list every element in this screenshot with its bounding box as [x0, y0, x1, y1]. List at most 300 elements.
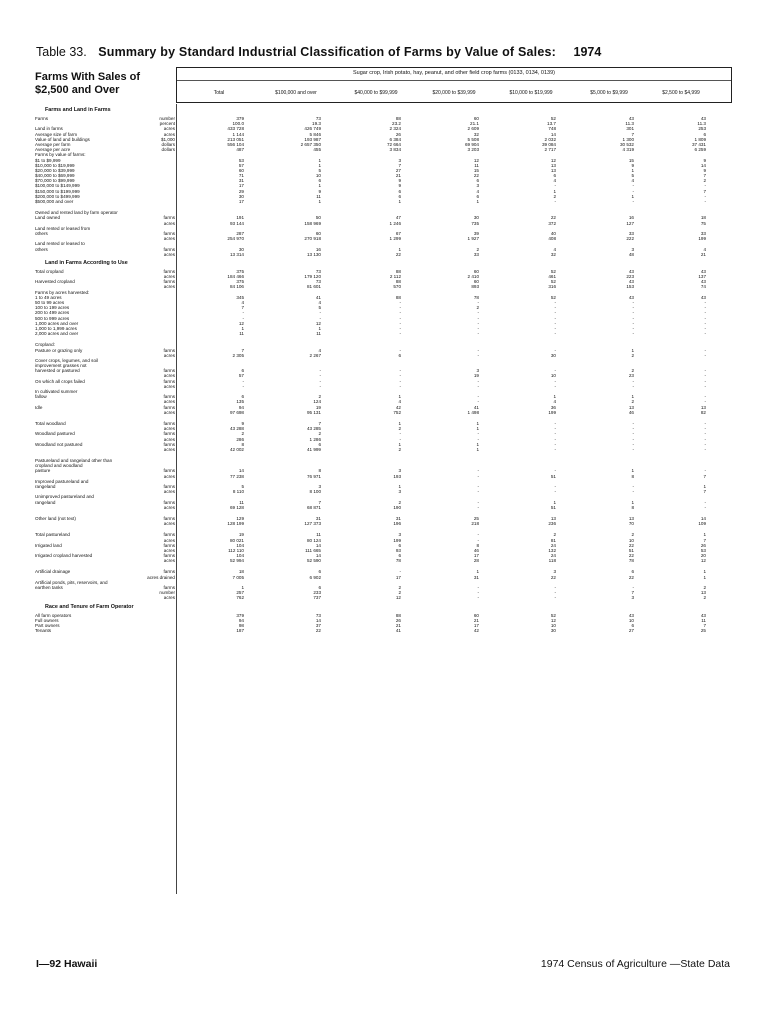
table-cell: 286: [236, 436, 244, 442]
table-cell: 6: [553, 173, 556, 179]
row-label: Land in farms: [35, 126, 63, 132]
table-cell: 4: [553, 246, 556, 252]
row-label: Artificial drainage: [35, 569, 71, 575]
table-cell: 80 124: [306, 537, 321, 543]
table-cell: 3: [398, 157, 401, 163]
column-headers: [177, 90, 731, 100]
table-cell: -: [399, 436, 401, 442]
table-cell: 2 609: [467, 126, 479, 132]
table-cell: 32: [473, 131, 479, 137]
table-cell: 2: [476, 305, 479, 311]
table-cell: 43 285: [306, 426, 321, 432]
table-cell: 2: [553, 532, 556, 538]
table-cell: 13: [628, 515, 634, 521]
row-unit: percent: [159, 121, 175, 127]
table-cell: 78: [628, 558, 634, 564]
table-cell: 253: [698, 126, 706, 132]
table-cell: 57: [238, 373, 244, 379]
row-unit: farms: [163, 246, 175, 252]
table-cell: 12: [700, 558, 706, 564]
table-cell: -: [632, 325, 634, 331]
table-cell: 375: [236, 268, 244, 274]
table-cell: 3 834: [389, 147, 401, 153]
table-cell: -: [704, 347, 706, 353]
table-cell: 1 809: [694, 136, 706, 142]
table-cell: -: [477, 347, 479, 353]
table-cell: 1: [631, 167, 634, 173]
row-label: On which all crops failed: [35, 378, 85, 384]
table-cell: -: [477, 537, 479, 543]
table-cell: 10: [550, 373, 556, 379]
table-cell: 3: [398, 532, 401, 538]
table-cell: 257: [236, 590, 244, 596]
row-unit: acres: [163, 537, 175, 543]
table-cell: 1 299: [389, 236, 401, 242]
table-cell: 39 084: [541, 141, 556, 147]
table-cell: 1: [476, 420, 479, 426]
table-body: [35, 104, 731, 894]
table-cell: 6: [318, 178, 321, 184]
table-cell: 1: [631, 468, 634, 474]
table-cell: 14: [315, 553, 321, 559]
table-cell: 25: [700, 628, 706, 634]
row-label: $40,000 to $69,999: [35, 173, 75, 179]
table-cell: 3: [398, 489, 401, 495]
table-cell: 20: [700, 553, 706, 559]
row-label: Irrigated land: [35, 542, 62, 548]
table-cell: 158 969: [304, 220, 321, 226]
table-cell: 30: [550, 628, 556, 634]
table-cell: 51: [550, 504, 556, 510]
table-cell: -: [704, 310, 706, 316]
table-cell: -: [477, 331, 479, 337]
table-cell: 52 994: [229, 558, 244, 564]
table-cell: 7: [703, 489, 706, 495]
table-cell: 80 021: [229, 537, 244, 543]
table-cell: -: [704, 331, 706, 337]
table-cell: -: [554, 590, 556, 596]
table-cell: 69 904: [464, 141, 479, 147]
table-cell: 22: [395, 251, 401, 257]
table-cell: -: [554, 468, 556, 474]
table-cell: 2: [398, 499, 401, 505]
row-label: harvested or pastured: [35, 368, 80, 374]
table-cell: 42: [395, 404, 401, 410]
table-cell: 12: [395, 595, 401, 601]
table-cell: -: [554, 325, 556, 331]
row-label: 1,000 to 1,999 acres: [35, 325, 77, 331]
row-unit: farms: [163, 569, 175, 575]
table-cell: 1: [398, 199, 401, 204]
page-label: I—92 Hawaii: [36, 958, 98, 970]
table-cell: 7: [703, 188, 706, 194]
table-cell: 43: [628, 116, 634, 121]
table-cell: -: [632, 420, 634, 426]
row-label: In cultivated summer: [35, 389, 78, 394]
column-header: $20,000 to $39,999: [432, 90, 476, 96]
table-cell: 22: [550, 215, 556, 221]
table-cell: 104: [236, 553, 244, 559]
table-cell: 190: [393, 504, 401, 510]
table-cell: 11: [316, 532, 321, 538]
table-cell: 2: [703, 595, 706, 601]
table-cell: 8 110: [232, 489, 244, 495]
table-cell: 223: [626, 274, 634, 280]
table-cell: 11: [239, 331, 244, 337]
table-cell: 22: [473, 173, 479, 179]
table-cell: -: [632, 446, 634, 452]
row-unit: acres: [163, 236, 175, 242]
table-cell: 762: [236, 595, 244, 601]
table-cell: 19: [238, 532, 244, 538]
column-header: Total: [213, 90, 225, 96]
table-cell: 10: [628, 537, 634, 543]
table-cell: 124: [313, 399, 321, 405]
table-title: [36, 45, 736, 59]
table-cell: -: [399, 347, 401, 353]
table-cell: 1 498: [467, 409, 479, 415]
table-cell: 6: [318, 441, 321, 447]
row-label: $200,000 to $499,999: [35, 193, 80, 199]
table-cell: 1: [631, 347, 634, 353]
table-cell: 50: [315, 215, 321, 221]
row-unit: farms: [163, 431, 175, 437]
table-cell: 127 373: [304, 521, 321, 527]
table-cell: 213 051: [227, 136, 244, 142]
table-cell: 3: [476, 183, 479, 189]
table-cell: 13 130: [306, 251, 321, 257]
table-cell: 6: [476, 193, 479, 199]
row-unit: farms: [163, 515, 175, 521]
row-unit: acres: [163, 352, 175, 358]
table-cell: 41 999: [306, 446, 321, 452]
table-cell: 17: [238, 199, 244, 204]
table-cell: 52: [550, 268, 556, 274]
table-cell: 118: [548, 558, 556, 564]
table-cell: -: [477, 504, 479, 510]
row-unit: acres: [163, 131, 175, 137]
table-cell: 128 199: [227, 521, 244, 527]
table-cell: 2 410: [467, 274, 479, 280]
table-cell: 2 032: [544, 136, 556, 142]
table-cell: 21: [700, 251, 706, 257]
table-cell: 129: [236, 515, 244, 521]
table-cell: 1: [398, 394, 401, 400]
row-label: 500 to 999 acres: [35, 315, 70, 321]
table-cell: -: [704, 431, 706, 437]
table-cell: 1: [398, 441, 401, 447]
table-cell: 78: [473, 294, 479, 300]
table-cell: 28: [473, 558, 479, 564]
table-cell: -: [704, 399, 706, 405]
row-unit: number: [159, 116, 175, 121]
table-cell: 1: [241, 325, 244, 331]
row-label: 100 to 199 acres: [35, 305, 70, 311]
table-cell: 43: [700, 612, 706, 618]
table-year: 1974: [573, 45, 602, 59]
table-cell: 4: [398, 399, 401, 405]
table-cell: 13: [700, 404, 706, 410]
table-cell: 487: [236, 147, 244, 153]
table-cell: -: [399, 315, 401, 321]
table-cell: 1 927: [467, 236, 479, 242]
table-cell: 43: [628, 612, 634, 618]
table-cell: 5 508: [467, 136, 479, 142]
table-cell: -: [632, 436, 634, 442]
row-unit: farms: [163, 585, 175, 590]
table-cell: 6: [318, 569, 321, 575]
table-cell: 9: [631, 162, 634, 168]
table-cell: 1: [553, 499, 556, 505]
row-unit: acres: [163, 547, 175, 553]
table-cell: -: [632, 188, 634, 194]
column-header: $10,000 to $19,999: [509, 90, 553, 96]
table-cell: -: [477, 300, 479, 305]
table-cell: -: [242, 315, 244, 321]
table-cell: -: [632, 300, 634, 305]
table-cell: 9: [241, 420, 244, 426]
table-cell: 26: [700, 542, 706, 548]
row-label: Total cropland: [35, 268, 64, 274]
table-cell: -: [319, 383, 321, 389]
row-unit: acres: [163, 284, 175, 290]
table-cell: 12: [550, 157, 556, 163]
table-cell: 1: [631, 193, 634, 199]
table-cell: 2: [398, 590, 401, 596]
table-cell: 570: [393, 284, 401, 290]
row-unit: acres drained: [147, 574, 175, 580]
table-cell: 111 665: [305, 547, 321, 553]
table-rows: [35, 104, 731, 633]
table-cell: 1: [318, 157, 321, 163]
row-unit: farms: [163, 468, 175, 474]
table-cell: -: [399, 569, 401, 575]
table-cell: 10: [550, 622, 556, 628]
table-cell: 104: [236, 542, 244, 548]
table-cell: 218: [471, 521, 479, 527]
table-cell: 30: [473, 215, 479, 221]
table-cell: 17: [395, 574, 401, 580]
table-cell: 43: [700, 294, 706, 300]
table-cell: -: [704, 373, 706, 379]
table-cell: -: [399, 331, 401, 337]
table-cell: 94: [238, 617, 244, 623]
table-cell: 7: [703, 537, 706, 543]
table-cell: 24: [550, 542, 556, 548]
table-cell: 25: [473, 515, 479, 521]
table-cell: -: [704, 193, 706, 199]
table-cell: -: [477, 320, 479, 326]
table-cell: 1: [703, 532, 706, 538]
row-unit: farms: [163, 553, 175, 559]
table-cell: 191: [236, 215, 244, 221]
table-cell: 13: [550, 162, 556, 168]
row-label: 2,000 acres and over: [35, 331, 79, 337]
row-label: rangeland: [35, 499, 56, 505]
table-cell: -: [477, 310, 479, 316]
row-label: Part owners: [35, 622, 60, 628]
table-cell: -: [632, 310, 634, 316]
table-cell: 93: [395, 547, 401, 553]
row-unit: acres: [163, 383, 175, 389]
table-cell: -: [554, 378, 556, 384]
row-label: Woodland pastured: [35, 431, 75, 437]
table-cell: 8: [476, 542, 479, 548]
row-label: Average per farm: [35, 141, 71, 147]
table-cell: 31: [315, 515, 321, 521]
table-cell: 109: [698, 521, 706, 527]
row-label: others: [35, 230, 48, 236]
table-cell: 26: [395, 617, 401, 623]
row-label: Total woodland: [35, 420, 66, 426]
table-cell: 11: [239, 499, 244, 505]
table-cell: 752: [393, 409, 401, 415]
row-label: Farms by value of farms:: [35, 152, 86, 158]
table-cell: -: [704, 183, 706, 189]
table-cell: 7 005: [232, 574, 244, 580]
table-cell: 4: [318, 300, 321, 305]
table-cell: 9: [703, 167, 706, 173]
table-cell: 1: [631, 499, 634, 505]
table-cell: -: [554, 595, 556, 601]
table-cell: 426 749: [304, 126, 321, 132]
row-label: Total pastureland: [35, 532, 70, 538]
table-cell: 11: [316, 331, 321, 337]
table-cell: 5: [631, 173, 634, 179]
table-cell: -: [632, 489, 634, 495]
table-cell: 2 305: [232, 352, 244, 358]
table-cell: 14: [238, 468, 244, 474]
table-cell: 2: [318, 394, 321, 400]
table-cell: 193 987: [304, 136, 321, 142]
row-label: $70,000 to $99,999: [35, 178, 75, 184]
table-cell: -: [399, 305, 401, 311]
row-label: Cover crops, legumes, and soil: [35, 357, 99, 363]
table-cell: -: [704, 383, 706, 389]
column-header: $100,000 and over: [275, 90, 317, 96]
table-cell: 6: [703, 131, 706, 137]
footer-source: 1974 Census of Agriculture —State Data: [540, 958, 730, 970]
table-cell: -: [704, 420, 706, 426]
table-cell: -: [704, 325, 706, 331]
table-cell: 1: [476, 426, 479, 432]
row-unit: acres: [163, 473, 175, 479]
table-cell: 81: [550, 537, 556, 543]
table-cell: 1: [398, 484, 401, 489]
table-cell: 5 846: [309, 131, 321, 137]
table-cell: 461: [548, 274, 556, 280]
table-cell: 2 657 350: [300, 141, 321, 147]
table-cell: 196: [393, 521, 401, 527]
table-cell: 7: [241, 305, 244, 311]
table-cell: 6 384: [389, 136, 401, 142]
table-cell: 21.1: [470, 121, 479, 127]
table-cell: 48: [628, 251, 634, 257]
table-cell: 9: [703, 157, 706, 163]
table-cell: 6: [241, 368, 244, 374]
row-label: Idle: [35, 404, 43, 410]
table-cell: 112 110: [228, 547, 244, 553]
table-cell: -: [477, 352, 479, 358]
table-cell: 67: [395, 230, 401, 236]
row-unit: acres: [163, 595, 175, 601]
table-cell: 93 144: [229, 220, 244, 226]
row-label: Unimproved pastureland and: [35, 494, 94, 500]
table-cell: 1 300: [622, 136, 634, 142]
table-cell: -: [632, 378, 634, 384]
table-cell: 2: [631, 368, 634, 374]
table-cell: 6 259: [694, 147, 706, 153]
table-cell: 5: [318, 167, 321, 173]
table-cell: 57: [238, 162, 244, 168]
table-cell: -: [477, 532, 479, 538]
table-cell: 27: [628, 628, 634, 634]
table-cell: 22: [628, 553, 634, 559]
table-cell: 7: [398, 162, 401, 168]
row-unit: $1,000: [160, 136, 175, 142]
row-unit: acres: [163, 558, 175, 564]
table-cell: -: [632, 183, 634, 189]
table-cell: 13: [700, 590, 706, 596]
table-cell: 88: [395, 279, 401, 285]
table-cell: 70: [628, 521, 634, 527]
table-cell: 2: [318, 431, 321, 437]
table-cell: 97 698: [229, 409, 244, 415]
table-cell: 254 970: [227, 236, 244, 242]
row-label: others: [35, 246, 48, 252]
table-cell: 22: [628, 574, 634, 580]
table-cell: 13: [628, 404, 634, 410]
table-cell: 47: [395, 215, 401, 221]
table-cell: 18: [238, 569, 244, 575]
table-cell: 9: [398, 183, 401, 189]
table-cell: 2: [241, 431, 244, 437]
row-label: Land owned: [35, 215, 61, 221]
table-cell: -: [632, 484, 634, 489]
table-cell: 30: [550, 352, 556, 358]
table-cell: -: [704, 441, 706, 447]
table-cell: 73: [315, 612, 321, 618]
table-cell: -: [477, 399, 479, 405]
table-cell: 33: [700, 230, 706, 236]
row-unit: acres: [163, 521, 175, 527]
table-cell: 43: [628, 268, 634, 274]
table-cell: 6: [398, 542, 401, 548]
table-cell: 60: [473, 612, 479, 618]
table-cell: -: [704, 426, 706, 432]
table-cell: 287: [236, 230, 244, 236]
row-unit: acres: [163, 426, 175, 432]
table-cell: 23: [628, 373, 634, 379]
table-cell: 23.2: [392, 121, 401, 127]
table-cell: 31: [395, 515, 401, 521]
table-cell: -: [554, 426, 556, 432]
table-cell: 72 664: [386, 141, 401, 147]
table-cell: 8: [241, 441, 244, 447]
table-cell: -: [704, 315, 706, 321]
row-unit: farms: [163, 404, 175, 410]
table-cell: 21: [473, 617, 479, 623]
row-label: $100,000 to $149,999: [35, 183, 80, 189]
table-cell: 98: [238, 622, 244, 628]
column-header: $2,500 to $4,999: [662, 90, 700, 96]
table-cell: -: [399, 325, 401, 331]
table-cell: 42: [473, 628, 479, 634]
table-cell: 193: [393, 473, 401, 479]
table-cell: 11.3: [625, 121, 634, 127]
table-cell: 12: [238, 320, 244, 326]
table-cell: -: [554, 441, 556, 447]
